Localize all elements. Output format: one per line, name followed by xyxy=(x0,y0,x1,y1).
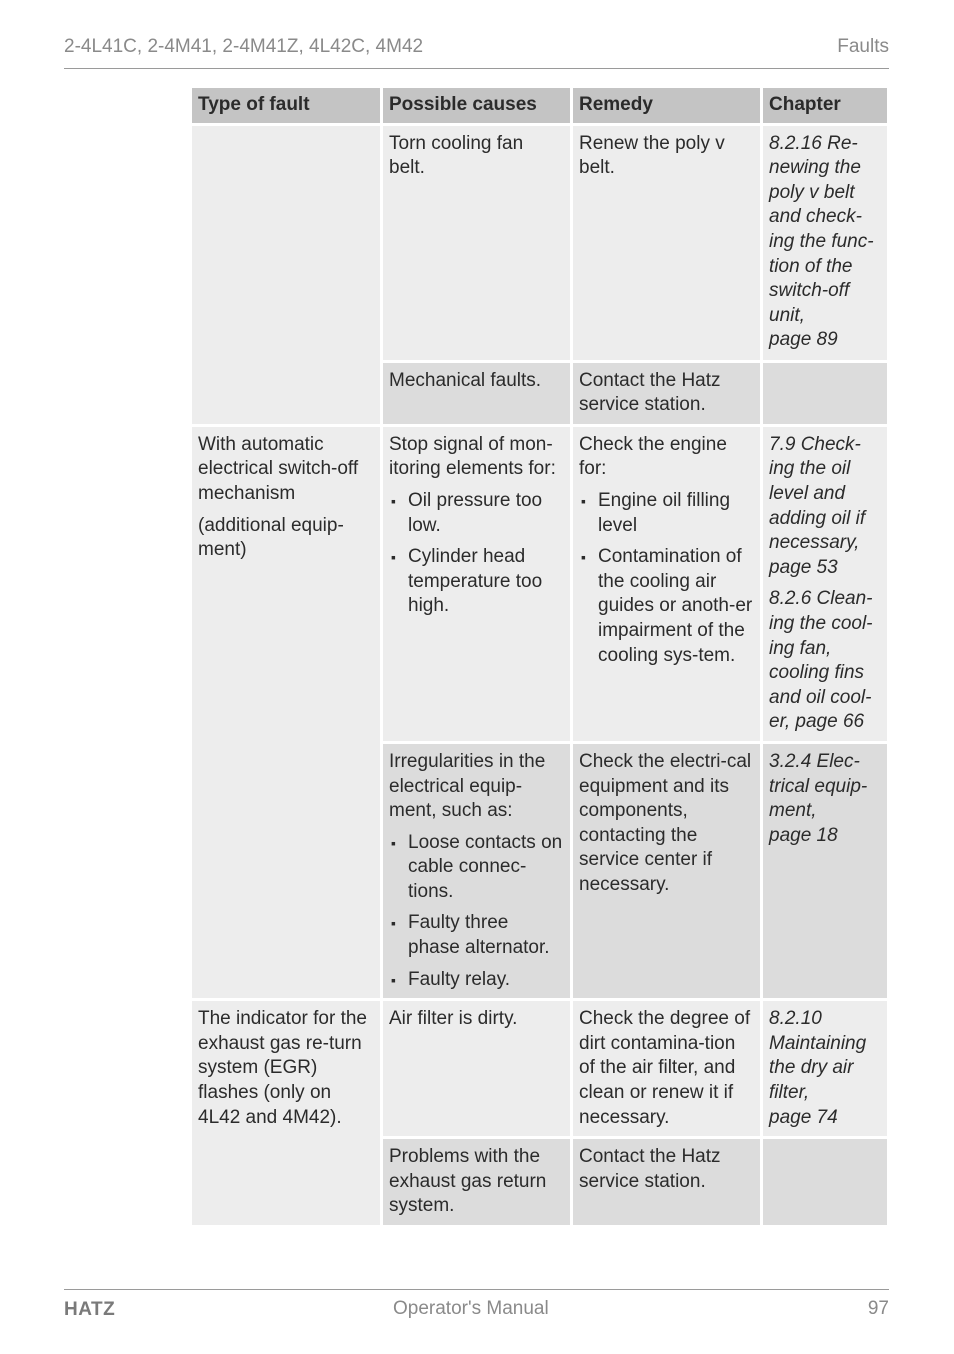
table-row xyxy=(192,1001,887,1136)
fault-cell xyxy=(192,427,380,998)
remedy-text: Contact the Hatz service station. xyxy=(579,1146,721,1192)
remedy-cell xyxy=(573,1139,760,1225)
remedy-text: Check the electri-cal equipment and its components, contacting the service center if necessary. xyxy=(579,750,752,895)
remedy-bullet-list xyxy=(579,489,754,668)
fault-text: With automatic electrical switch-off mechanism xyxy=(198,433,359,504)
cause-text: Problems with the exhaust gas return system. xyxy=(389,1146,547,1217)
cause-text: Stop signal of mon-itoring elements for: xyxy=(389,433,556,480)
header-section: Faults xyxy=(837,36,889,57)
remedy-cell xyxy=(573,126,760,360)
table-row xyxy=(192,427,887,741)
chapter-ref[interactable]: 8.2.6 Clean-ing the cool-ing fan, cooling fins and oil cool-er, page 66 xyxy=(769,588,873,733)
chapter-ref[interactable]: 3.2.4 Elec-trical equip-ment, page 18 xyxy=(769,750,868,846)
column-header-remedy: Remedy xyxy=(573,88,760,123)
cause-bullet-list xyxy=(389,489,564,619)
faults-table xyxy=(189,85,890,1228)
fault-note: (additional equip-ment) xyxy=(198,514,344,561)
column-header-type: Type of fault xyxy=(192,88,380,123)
hatz-logo: HATZ xyxy=(64,1299,116,1320)
page-number: 97 xyxy=(867,1298,889,1319)
list-item: ▪ Oil pressure too low. xyxy=(391,489,543,536)
cause-cell xyxy=(383,744,570,998)
list-item: ▪ Faulty three phase alternator. xyxy=(391,912,550,959)
cause-text: Air filter is dirty. xyxy=(389,1008,518,1030)
remedy-text: Contact the Hatz service station. xyxy=(579,369,721,416)
chapter-ref[interactable]: 8.2.16 Re-newing the poly v belt and check-ing the func-tion of the switch-off unit, page 89 xyxy=(769,132,874,351)
fault-cell xyxy=(192,126,380,424)
cause-cell xyxy=(383,1139,570,1225)
chapter-ref[interactable]: 8.2.10 Maintaining the dry air filter, page 74 xyxy=(769,1008,867,1128)
remedy-text: Check the engine for: xyxy=(579,433,727,480)
remedy-cell xyxy=(573,427,760,741)
chapter-cell xyxy=(763,363,887,424)
chapter-cell xyxy=(763,126,887,360)
column-header-causes: Possible causes xyxy=(383,88,570,123)
footer-title: Operator's Manual xyxy=(393,1298,549,1319)
column-header-chapter: Chapter xyxy=(763,88,887,123)
page-footer xyxy=(64,1289,889,1330)
remedy-text: Renew the poly v belt. xyxy=(579,132,725,179)
table-row xyxy=(192,126,887,360)
cause-text: Mechanical faults. xyxy=(389,369,542,391)
cause-cell xyxy=(383,363,570,424)
remedy-cell xyxy=(573,744,760,998)
list-item: ▪ Loose contacts on cable connec-tions. xyxy=(391,831,563,902)
page-header xyxy=(64,36,889,69)
table-header-row xyxy=(192,88,887,123)
remedy-cell xyxy=(573,363,760,424)
list-item: ▪ Cylinder head temperature too high. xyxy=(391,546,543,617)
chapter-cell xyxy=(763,744,887,998)
cause-cell xyxy=(383,427,570,741)
cause-cell xyxy=(383,126,570,360)
chapter-ref[interactable]: 7.9 Check-ing the oil level and adding oil if necessary, page 53 xyxy=(769,433,866,578)
fault-text: The indicator for the exhaust gas re-turn system (EGR) flashes (only on 4L42 and 4M42). xyxy=(198,1008,367,1128)
remedy-text: Check the degree of dirt contamina-tion of the air filter, and clean or renew it if necessary. xyxy=(579,1008,751,1128)
list-item: ▪ Faulty relay. xyxy=(391,968,511,990)
cause-text: Irregularities in the electrical equip-ment, such as: xyxy=(389,750,546,822)
list-item: ▪ Engine oil filling level xyxy=(581,489,731,536)
chapter-cell xyxy=(763,1001,887,1136)
cause-bullet-list xyxy=(389,831,564,993)
remedy-cell xyxy=(573,1001,760,1136)
list-item: ▪ Contamination of the cooling air guides or anoth-er impairment of the cooling sys-tem. xyxy=(581,546,753,666)
fault-cell xyxy=(192,1001,380,1225)
chapter-cell xyxy=(763,427,887,741)
header-models: 2-4L41C, 2-4M41, 2-4M41Z, 4L42C, 4M42 xyxy=(64,36,424,57)
cause-cell xyxy=(383,1001,570,1136)
chapter-cell xyxy=(763,1139,887,1225)
cause-text: Torn cooling fan belt. xyxy=(389,132,524,179)
